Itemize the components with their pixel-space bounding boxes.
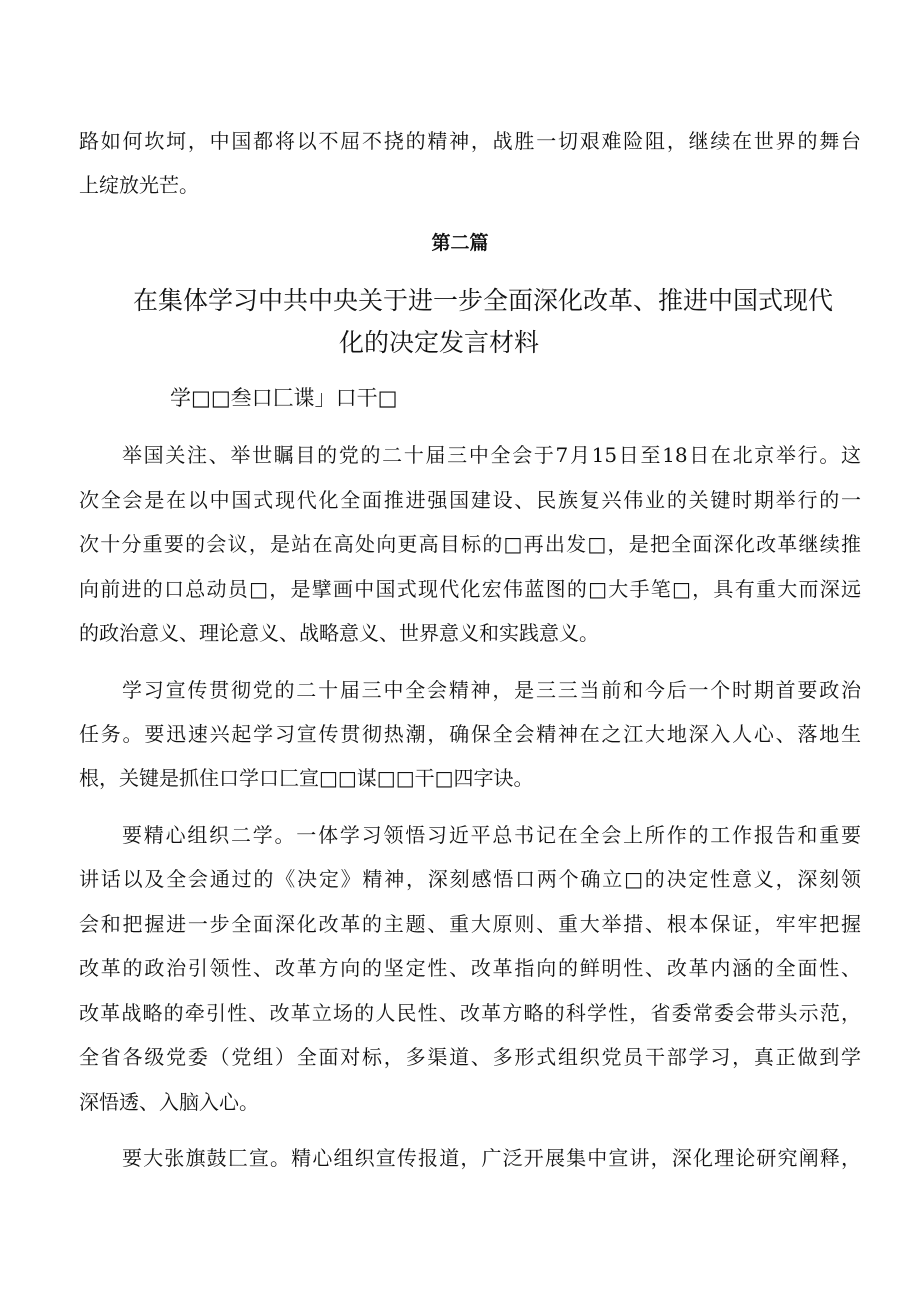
paragraph-3-line-6: 全省各级党委（党组）全面对标，多渠道、多形式组织党员干部学习，真正做到学 [79, 1045, 861, 1069]
paragraph-2-line-2: 任务。要迅速兴起学习宣传贯彻热潮，确保全会精神在之江大地深入人心、落地生 [79, 722, 861, 746]
section-label: 第二篇 [431, 232, 489, 254]
title-line-1: 在集体学习中共中央关于进一步全面深化改革、推进中国式现代 [133, 286, 834, 315]
paragraph-3-line-3: 会和把握进一步全面深化改革的主题、重大原则、重大举措、根本保证，牢牢把握 [79, 912, 861, 936]
paragraph-3-line-1: 要精心组织二学。一体学习领悟习近平总书记在全会上所作的工作报告和重要 [122, 823, 861, 847]
paragraph-2-line-1: 学习宣传贯彻党的二十届三中全会精神，是三三当前和今后一个时期首要政治 [122, 678, 861, 702]
paragraph-1-line-4: 向前进的口总动员□，是擘画中国式现代化宏伟蓝图的□大手笔□，具有重大而深远 [79, 577, 861, 601]
paragraph-1-line-5: 的政治意义、理论意义、战略意义、世界意义和实践意义。 [79, 621, 599, 645]
paragraph-1-line-1: 举国关注、举世瞩目的党的二十届三中全会于7月15日至18日在北京举行。这 [122, 443, 861, 467]
paragraph-3-line-7: 深悟透、入脑入心。 [79, 1090, 259, 1114]
subheading: 学□□叁口匚谍」口干□ [170, 386, 398, 410]
continuation-line-1: 路如何坎坷，中国都将以不屈不挠的精神，战胜一切艰难险阻，继续在世界的舞台 [79, 129, 861, 153]
paragraph-3-line-5: 改革战略的牵引性、改革立场的人民性、改革方略的科学性，省委常委会带头示范， [79, 1001, 861, 1025]
paragraph-3-line-4: 改革的政治引领性、改革方向的坚定性、改革指向的鲜明性、改革内涵的全面性、 [79, 956, 861, 980]
paragraph-1-line-3: 次十分重要的会议，是站在高处向更高目标的□再出发□，是把全面深化改革继续推 [79, 532, 861, 556]
continuation-line-2: 上绽放光芒。 [79, 173, 199, 197]
paragraph-1-line-2: 次全会是在以中国式现代化全面推进强国建设、民族复兴伟业的关键时期举行的一 [79, 488, 861, 512]
title-line-2: 化的决定发言材料 [339, 328, 540, 357]
paragraph-2-line-3: 根，关键是抓住口学口匚宣□□谋□□干□四字诀。 [79, 766, 534, 790]
paragraph-4-line-1: 要大张旗鼓匚宣。精心组织宣传报道，广泛开展集中宣讲，深化理论研究阐释， [122, 1146, 861, 1170]
paragraph-3-line-2: 讲话以及全会通过的《决定》精神，深刻感悟口两个确立□的决定性意义，深刻领 [79, 867, 861, 891]
